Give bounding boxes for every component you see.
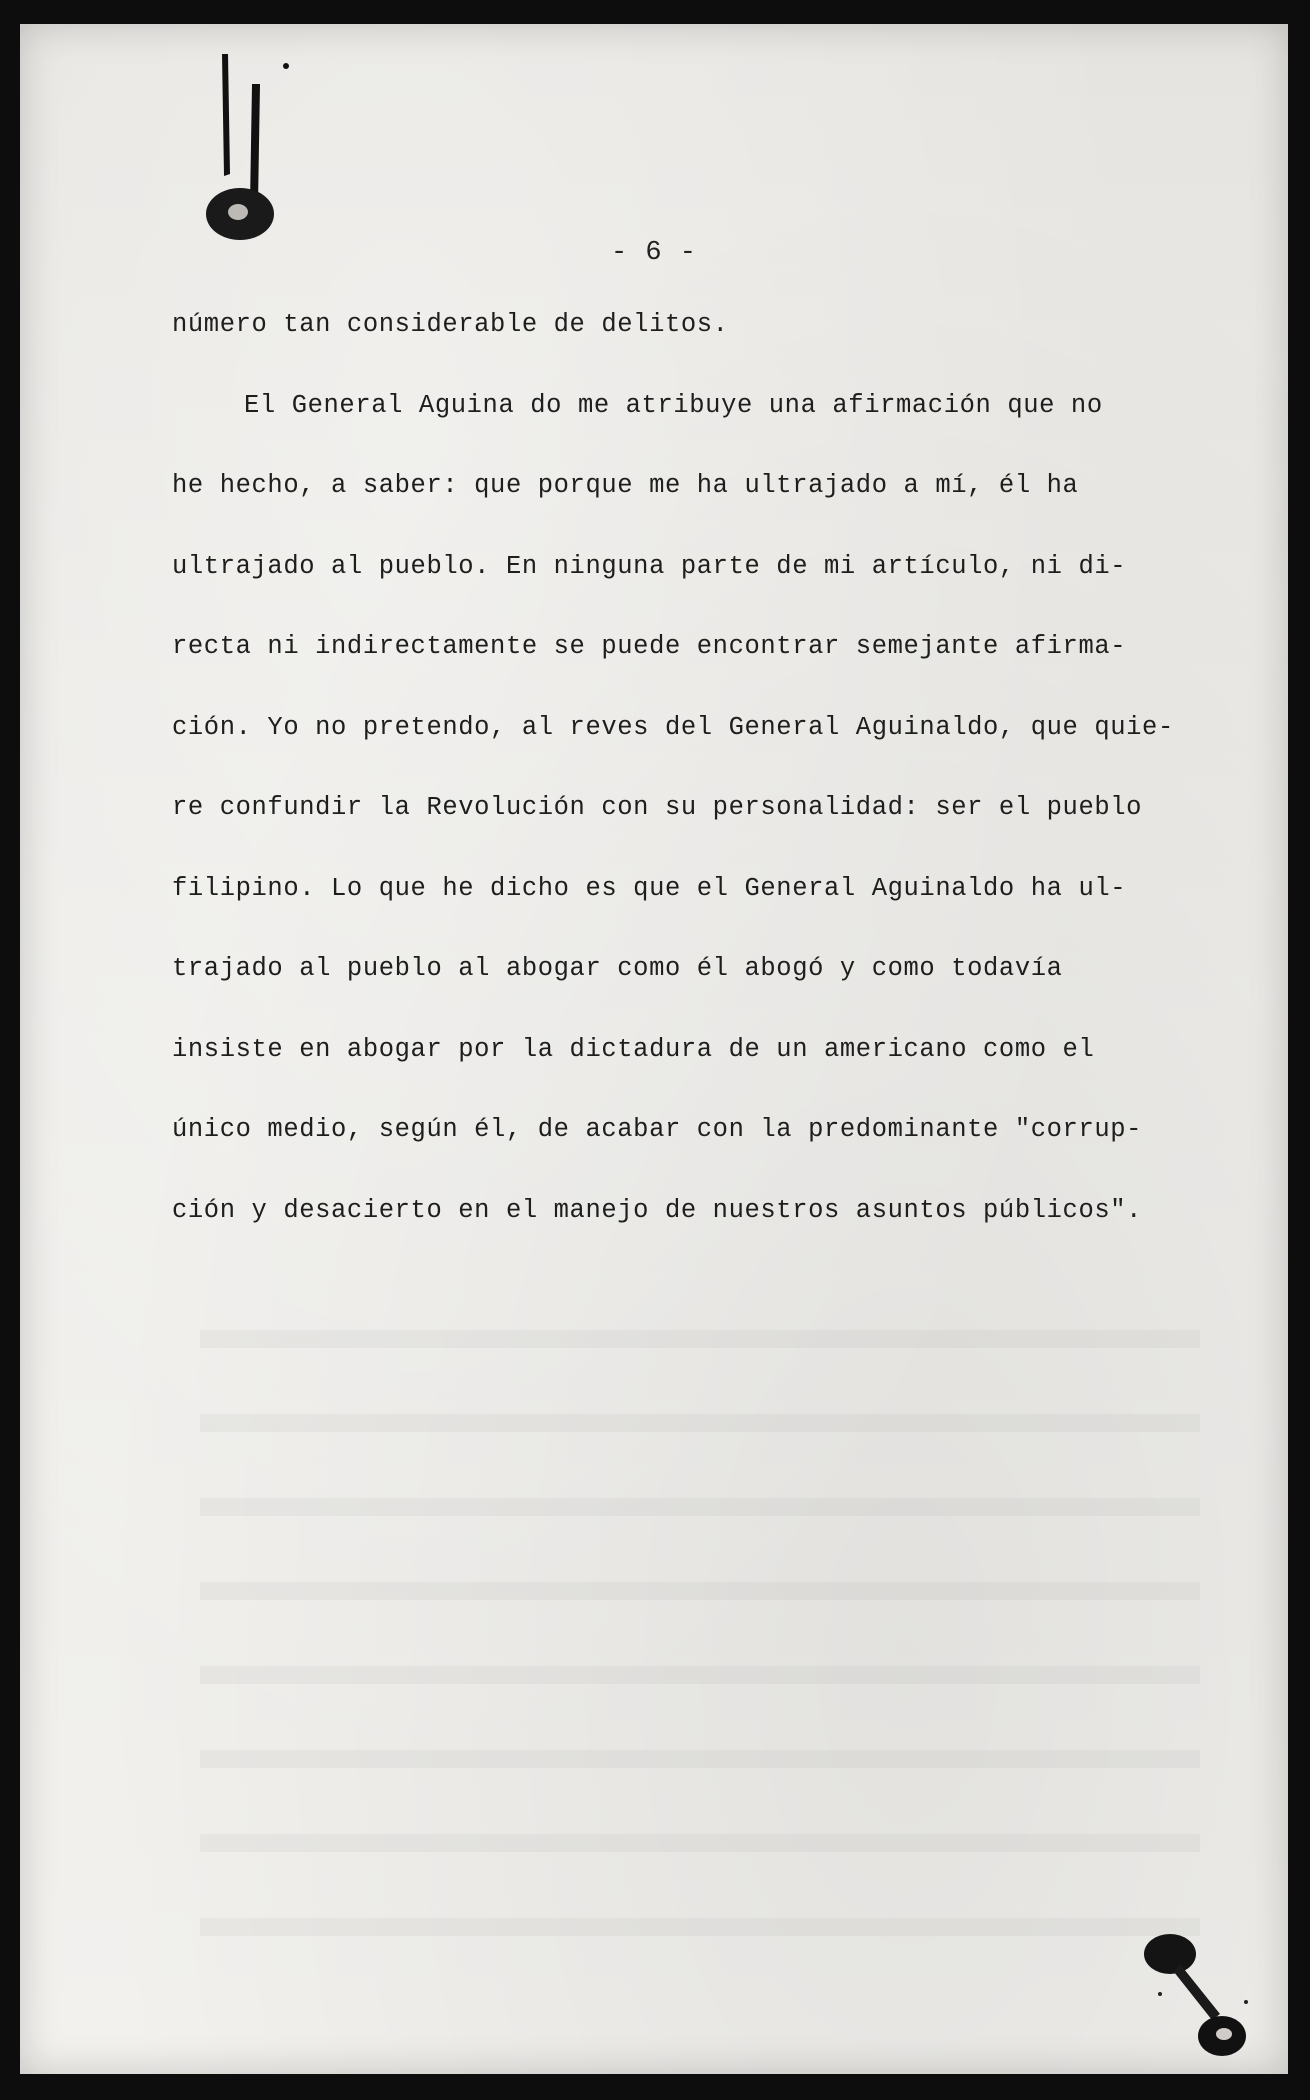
text-line: re confundir la Revolución con su personalidad: ser el pueblo — [172, 793, 1143, 822]
document-page — [20, 24, 1288, 2074]
text-line: El General Aguina do me atribuye una afirmación que no — [244, 390, 1103, 420]
ink-stain-bottom-icon — [1140, 1924, 1260, 2074]
text-line: ción. Yo no pretendo, al reves del General Aguinaldo, que quie- — [172, 712, 1174, 742]
text-line: recta ni indirectamente se puede encontrar semejante afirma- — [172, 632, 1127, 661]
text-line: insiste en abogar por la dictadura de un americano como el — [172, 1034, 1095, 1064]
text-line: he hecho, a saber: que porque me ha ultrajado a mí, él ha — [172, 471, 1079, 500]
text-line: número tan considerable de delitos. — [172, 310, 729, 339]
text-line: ción y desacierto en el manejo de nuestros asuntos públicos". — [172, 1195, 1143, 1225]
ink-stain-top-icon — [200, 54, 320, 254]
bleed-through-texture — [200, 1264, 1200, 1964]
body-text — [172, 310, 1202, 1276]
page-number: - 6 - — [610, 238, 697, 268]
text-line: filipino. Lo que he dicho es que el General Aguinaldo ha ul- — [172, 873, 1127, 903]
text-line: único medio, según él, de acabar con la predominante "corrup- — [172, 1115, 1143, 1144]
text-line: ultrajado al pueblo. En ninguna parte de mi artículo, ni di- — [172, 551, 1127, 581]
text-line: trajado al pueblo al abogar como él abogó y como todavía — [172, 954, 1063, 983]
